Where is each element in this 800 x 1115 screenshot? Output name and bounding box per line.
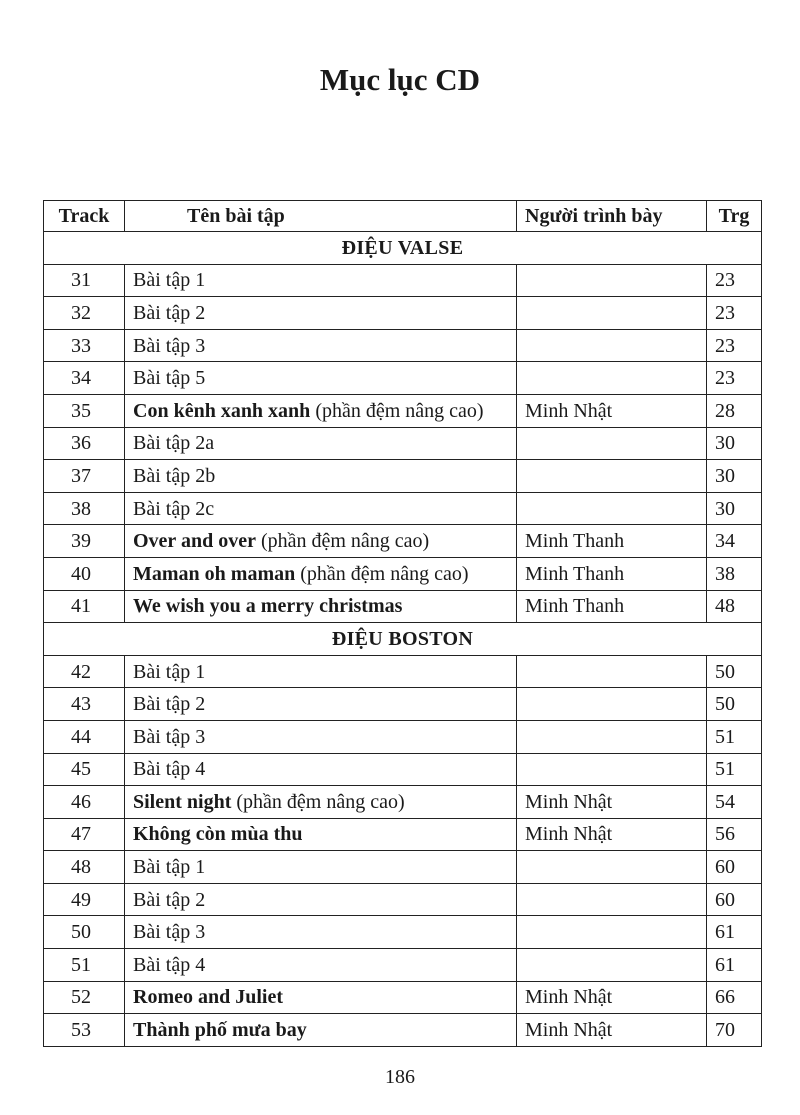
page-ref: 54 [707,786,762,819]
exercise-name-rest: Bài tập 1 [133,269,206,292]
header-performer: Người trình bày [517,201,707,232]
exercise-name [125,460,517,493]
track-number: 52 [44,981,125,1014]
table-row [44,427,762,460]
performer [517,297,707,330]
table-row [44,460,762,493]
exercise-name-bold: Thành phố mưa bay [133,1019,307,1042]
page-title: Mục lục CD [319,62,481,97]
exercise-name-bold: Không còn mùa thu [133,823,303,846]
table-row [44,981,762,1014]
page-ref: 28 [707,394,762,427]
exercise-name [125,264,517,297]
exercise-name-bold: We wish you a merry christmas [133,595,403,618]
track-number: 39 [44,525,125,558]
page-ref: 60 [707,851,762,884]
performer: Minh Thanh [517,557,707,590]
table-row [44,916,762,949]
page-ref: 56 [707,818,762,851]
performer [517,492,707,525]
table-header-row [44,201,762,232]
table-row [44,590,762,623]
table-row [44,949,762,982]
header-track: Track [44,201,125,232]
exercise-name [125,851,517,884]
page-ref: 66 [707,981,762,1014]
page-ref: 60 [707,883,762,916]
exercise-name-rest: Bài tập 3 [133,725,206,748]
table-row [44,492,762,525]
performer [517,883,707,916]
performer [517,753,707,786]
performer [517,460,707,493]
performer: Minh Nhật [517,981,707,1014]
exercise-name-bold: Over and over [133,530,256,553]
track-number: 44 [44,720,125,753]
section-row [44,623,762,656]
page-ref: 61 [707,916,762,949]
exercise-name-bold: Maman oh maman [133,562,296,585]
page-ref: 51 [707,720,762,753]
performer: Minh Thanh [517,525,707,558]
track-number: 34 [44,362,125,395]
table-row [44,688,762,721]
exercise-name [125,753,517,786]
exercise-name [125,883,517,916]
track-number: 42 [44,655,125,688]
performer [517,655,707,688]
exercise-name-bold: Silent night [133,790,232,813]
track-number: 37 [44,460,125,493]
exercise-name-rest: (phần đệm nâng cao) [231,790,405,813]
exercise-name [125,427,517,460]
table-body [44,232,762,1047]
performer [517,949,707,982]
page-ref: 34 [707,525,762,558]
exercise-name [125,949,517,982]
performer [517,916,707,949]
exercise-name-rest: (phần đệm nâng cao) [255,530,430,553]
track-number: 33 [44,329,125,362]
performer [517,851,707,884]
header-page: Trg [707,201,762,232]
exercise-name [125,557,517,590]
page-ref: 30 [707,492,762,525]
track-number: 49 [44,883,125,916]
page-ref: 23 [707,264,762,297]
exercise-name-rest: (phần đệm nâng cao) [295,562,469,585]
track-number: 41 [44,590,125,623]
exercise-name-rest: Bài tập 3 [133,921,206,944]
exercise-name-rest: Bài tập 3 [133,334,206,357]
track-number: 40 [44,557,125,590]
page-ref: 30 [707,427,762,460]
page-ref: 48 [707,590,762,623]
exercise-name-rest: Bài tập 5 [133,367,206,390]
exercise-name-rest: (phần đệm nâng cao) [310,399,484,422]
table-row [44,1014,762,1047]
section-row [44,232,762,265]
track-number: 43 [44,688,125,721]
page-ref: 50 [707,688,762,721]
exercise-name [125,362,517,395]
track-number: 50 [44,916,125,949]
track-number: 45 [44,753,125,786]
exercise-name [125,916,517,949]
page-ref: 23 [707,297,762,330]
table-row [44,329,762,362]
performer [517,362,707,395]
exercise-name-rest: Bài tập 4 [133,953,206,976]
exercise-name-rest: Bài tập 2 [133,693,206,716]
exercise-name [125,981,517,1014]
table-row [44,264,762,297]
exercise-name-bold: Con kênh xanh xanh [133,399,311,422]
section-title: ĐIỆU VALSE [44,232,762,265]
table-row [44,883,762,916]
exercise-name [125,720,517,753]
exercise-name [125,525,517,558]
table-row [44,362,762,395]
exercise-name-rest: Bài tập 2 [133,301,206,324]
page-ref: 61 [707,949,762,982]
page-ref: 23 [707,362,762,395]
exercise-name [125,492,517,525]
table-row [44,525,762,558]
exercise-name-rest: Bài tập 2a [133,432,215,455]
exercise-name [125,590,517,623]
exercise-name [125,1014,517,1047]
performer [517,427,707,460]
page-ref: 30 [707,460,762,493]
header-name: Tên bài tập [125,201,517,232]
track-number: 53 [44,1014,125,1047]
track-number: 36 [44,427,125,460]
exercise-name [125,655,517,688]
track-number: 51 [44,949,125,982]
page-ref: 23 [707,329,762,362]
table-row [44,297,762,330]
exercise-name [125,818,517,851]
table-row [44,557,762,590]
track-number: 48 [44,851,125,884]
performer: Minh Nhật [517,818,707,851]
exercise-name-rest: Bài tập 2c [133,497,215,520]
table-row [44,720,762,753]
track-number: 35 [44,394,125,427]
performer: Minh Nhật [517,394,707,427]
exercise-name [125,394,517,427]
page-ref: 51 [707,753,762,786]
performer [517,720,707,753]
track-number: 47 [44,818,125,851]
performer [517,264,707,297]
table-row [44,655,762,688]
exercise-name-rest: Bài tập 4 [133,758,206,781]
table-row [44,818,762,851]
track-number: 46 [44,786,125,819]
exercise-name [125,329,517,362]
section-title: ĐIỆU BOSTON [44,623,762,656]
exercise-name-bold: Romeo and Juliet [133,986,283,1009]
table-row [44,786,762,819]
table-row [44,753,762,786]
track-number: 38 [44,492,125,525]
table-row [44,851,762,884]
track-number: 32 [44,297,125,330]
exercise-name [125,297,517,330]
page-ref: 50 [707,655,762,688]
table-row [44,394,762,427]
cd-track-table [43,200,762,1047]
performer [517,688,707,721]
page-number: 186 [385,1066,415,1088]
performer [517,329,707,362]
performer: Minh Nhật [517,786,707,819]
exercise-name [125,786,517,819]
exercise-name-rest: Bài tập 2b [133,464,216,487]
exercise-name [125,688,517,721]
performer: Minh Nhật [517,1014,707,1047]
exercise-name-rest: Bài tập 2 [133,888,206,911]
page-ref: 70 [707,1014,762,1047]
performer: Minh Thanh [517,590,707,623]
track-number: 31 [44,264,125,297]
exercise-name-rest: Bài tập 1 [133,856,206,879]
exercise-name-rest: Bài tập 1 [133,660,206,683]
page-ref: 38 [707,557,762,590]
